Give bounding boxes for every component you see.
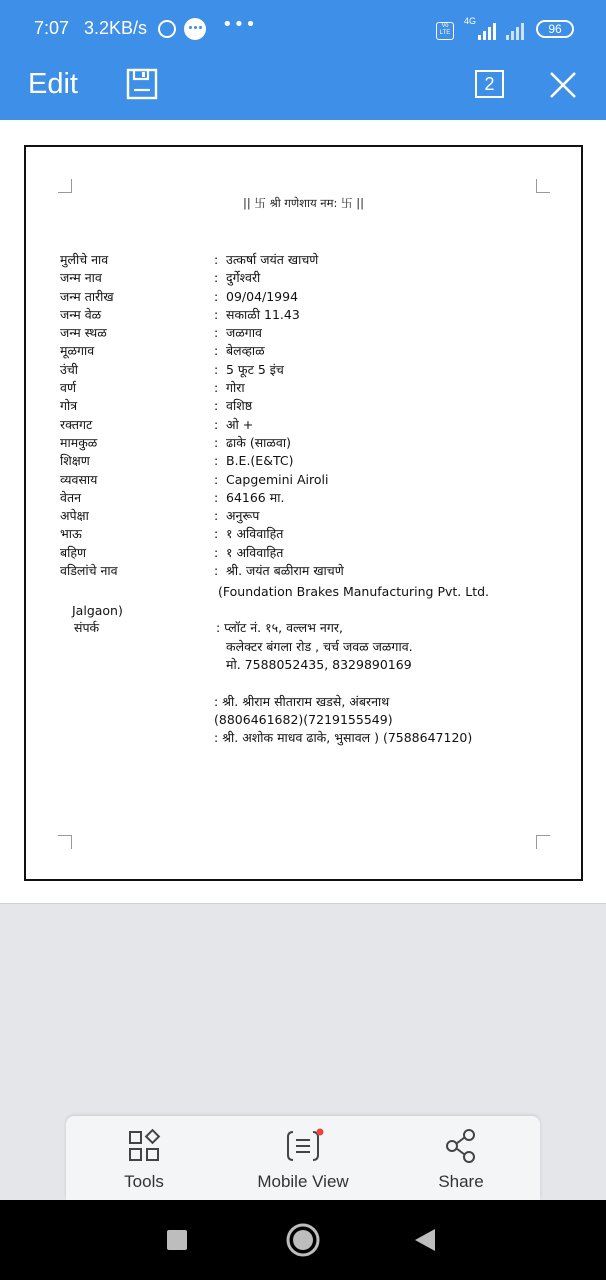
biodata-value: १ अविवाहित: [226, 544, 284, 560]
share-button[interactable]: [401, 1116, 521, 1200]
biodata-colon: :: [214, 343, 219, 359]
biodata-label: उंची: [60, 361, 79, 377]
biodata-value: १ अविवाहित: [226, 526, 284, 542]
biodata-value: उत्कर्षा जयंत खाचणे: [226, 252, 319, 267]
biodata-value: जळगाव: [226, 325, 263, 341]
biodata-label: मामकुळ: [60, 434, 98, 450]
biodata-colon: :: [214, 453, 219, 469]
biodata-value: Capgemini Airoli: [226, 471, 329, 487]
biodata-value: श्री. जयंत बळीराम खाचणे: [226, 563, 344, 579]
share-icon: [443, 1128, 479, 1164]
biodata-label: वडिलांचे नाव: [60, 563, 118, 579]
biodata-value: 09/04/1994: [226, 288, 299, 304]
signal-icon: [478, 22, 496, 40]
network-type: 4G: [464, 16, 477, 26]
volte-icon: Vo LTE: [436, 22, 454, 40]
biodata-colon: :: [214, 434, 219, 450]
share-label: Share: [438, 1172, 484, 1191]
home-button[interactable]: [285, 1222, 321, 1258]
biodata-colon: :: [214, 526, 219, 542]
document-page: [24, 145, 583, 881]
biodata-colon: :: [214, 325, 219, 341]
document-viewer[interactable]: [0, 120, 606, 904]
tools-label: Tools: [124, 1172, 164, 1191]
biodata-label: भाऊ: [60, 526, 82, 542]
biodata-label: गोत्र: [60, 398, 78, 414]
father-company: (Foundation Brakes Manufacturing Pvt. Ltd.: [218, 584, 490, 599]
notification-badge-dot: [317, 1129, 324, 1136]
more-notifications-icon: •••: [222, 14, 257, 35]
edit-button[interactable]: Edit: [28, 68, 78, 100]
signal-icon-secondary: [506, 22, 524, 40]
biodata-value: 5 फूट 5 इंच: [226, 361, 284, 377]
mobile-view-label: Mobile View: [257, 1172, 349, 1191]
mobile-view-button[interactable]: [243, 1116, 363, 1200]
network-speed: 3.2KB/s: [84, 18, 148, 38]
biodata-colon: :: [214, 508, 219, 524]
status-bar: [0, 0, 606, 58]
crop-mark-bottom-right: [536, 835, 550, 849]
status-time: 7:07: [34, 18, 70, 38]
biodata-label: शिक्षण: [60, 453, 90, 469]
alarm-icon: [158, 20, 176, 38]
biodata-label: जन्म तारीख: [60, 288, 114, 304]
reference-1-line-2: (8806461682)(7219155549): [214, 712, 393, 727]
address-line-2: कलेक्टर बंगला रोड , चर्च जवळ जळगाव.: [226, 639, 413, 654]
biodata-label: जन्म वेळ: [60, 306, 102, 322]
tools-icon: [126, 1128, 162, 1164]
phone-line: मो. 7588052435, 8329890169: [226, 657, 412, 672]
biodata-colon: :: [214, 270, 219, 286]
biodata-colon: :: [214, 489, 219, 505]
biodata-value: अनुरूप: [226, 508, 260, 524]
biodata-colon: :: [214, 288, 219, 304]
save-icon[interactable]: [126, 68, 158, 100]
biodata-colon: :: [214, 361, 219, 377]
page-count-button[interactable]: 2: [475, 70, 504, 98]
biodata-colon: :: [214, 563, 219, 579]
biodata-value: वशिष्ठ: [226, 398, 253, 414]
crop-mark-top-left: [58, 179, 72, 193]
biodata-label: मूळगाव: [60, 343, 95, 359]
biodata-colon: :: [214, 471, 219, 487]
biodata-value: दुर्गेश्वरी: [226, 270, 261, 286]
biodata-colon: :: [214, 252, 219, 267]
biodata-value: B.E.(E&TC): [226, 453, 294, 469]
biodata-value: 64166 मा.: [226, 489, 285, 505]
reference-1-line-1: : श्री. श्रीराम सीताराम खडसे, अंबरनाथ: [214, 694, 390, 709]
reference-2-line: : श्री. अशोक माधव ढाके, भुसावल ) (7588647120): [214, 730, 473, 745]
mobile-view-icon: [285, 1128, 325, 1164]
biodata-colon: :: [214, 380, 219, 396]
biodata-colon: :: [214, 544, 219, 560]
address-line-1: : प्लॉट नं. १५, वल्लभ नगर,: [216, 620, 343, 635]
biodata-value: सकाळी 11.43: [226, 306, 300, 322]
system-navigation-bar: [0, 1200, 606, 1280]
biodata-colon: :: [214, 398, 219, 414]
biodata-label: वेतन: [60, 489, 82, 505]
biodata-label: अपेक्षा: [60, 508, 89, 524]
biodata-label: मुलीचे नाव: [60, 252, 109, 267]
biodata-label: वर्ण: [60, 380, 76, 396]
crop-mark-top-right: [536, 179, 550, 193]
battery-icon: 96: [536, 20, 574, 38]
biodata-label: बहिण: [60, 544, 87, 560]
close-icon[interactable]: [548, 70, 578, 100]
biodata-label: रक्तगट: [60, 416, 93, 432]
recent-apps-button[interactable]: [166, 1229, 188, 1251]
biodata-label: व्यवसाय: [60, 471, 98, 487]
biodata-value: ढाके (साळवा): [226, 434, 291, 450]
jalgaon-text: Jalgaon): [72, 603, 123, 618]
bottom-toolbar: [66, 1116, 540, 1200]
biodata-value: ओ +: [226, 416, 254, 432]
tools-button[interactable]: [84, 1116, 204, 1200]
biodata-label: जन्म स्थळ: [60, 325, 107, 341]
document-title: || 卐 श्री गणेशाय नम: 卐 ||: [243, 196, 364, 210]
contact-label: संपर्क: [74, 620, 100, 635]
back-button[interactable]: [414, 1228, 436, 1252]
biodata-colon: :: [214, 416, 219, 432]
biodata-label: जन्म नाव: [60, 270, 102, 286]
biodata-value: बेलव्हाळ: [226, 343, 265, 359]
biodata-value: गोरा: [226, 380, 245, 396]
chat-notification-icon: [184, 18, 206, 40]
crop-mark-bottom-left: [58, 835, 72, 849]
biodata-colon: :: [214, 306, 219, 322]
app-toolbar: [0, 58, 606, 120]
